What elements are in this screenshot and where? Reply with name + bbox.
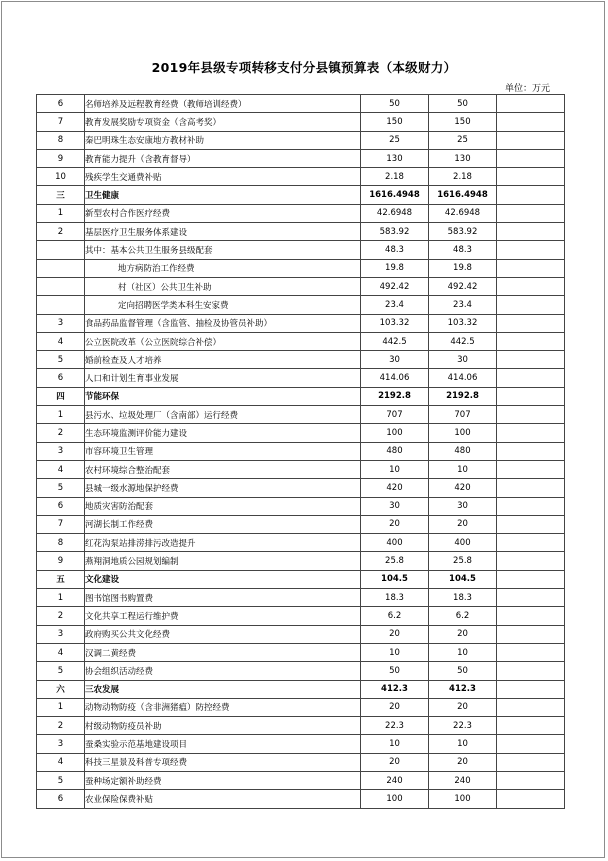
- extra-cell: [497, 753, 565, 771]
- table-row: [37, 497, 565, 515]
- amount-value: 20: [361, 753, 429, 771]
- amount-value: 492.42: [361, 277, 429, 295]
- page-title: 2019年县级专项转移支付分县镇预算表（本级财力）: [151, 60, 457, 75]
- amount-value: 1616.4948: [361, 186, 429, 204]
- extra-cell: [497, 241, 565, 259]
- item-name: 蚕种场定额补助经费: [85, 771, 361, 789]
- table-row: [37, 332, 565, 350]
- amount-value: 10: [361, 643, 429, 661]
- item-name: 河湖长制工作经费: [85, 515, 361, 533]
- amount-value-2: 22.3: [429, 717, 497, 735]
- item-name: 地质灾害防治配套: [85, 497, 361, 515]
- item-name: 食品药品监督管理（含监管、抽检及协管员补助）: [85, 314, 361, 332]
- amount-value: 10: [361, 460, 429, 478]
- table-row: [37, 515, 565, 533]
- amount-value-2: 100: [429, 790, 497, 808]
- category-row: [37, 570, 565, 588]
- extra-cell: [497, 406, 565, 424]
- row-number: 3: [37, 314, 85, 332]
- table-row: [37, 607, 565, 625]
- row-number: 三: [37, 186, 85, 204]
- item-name: 人口和计划生育事业发展: [85, 369, 361, 387]
- row-number: 1: [37, 204, 85, 222]
- row-number: 4: [37, 753, 85, 771]
- row-number: [37, 259, 85, 277]
- amount-value: 42.6948: [361, 204, 429, 222]
- table-row: [37, 552, 565, 570]
- extra-cell: [497, 735, 565, 753]
- table-row: [37, 351, 565, 369]
- table-row: [37, 717, 565, 735]
- table-row: [37, 369, 565, 387]
- table-row: [37, 771, 565, 789]
- row-number: 4: [37, 643, 85, 661]
- amount-value-2: 480: [429, 442, 497, 460]
- item-name: 县城一级水源地保护经费: [85, 479, 361, 497]
- amount-value-2: 6.2: [429, 607, 497, 625]
- amount-value-2: 48.3: [429, 241, 497, 259]
- table-row: [37, 296, 565, 314]
- row-number: 9: [37, 149, 85, 167]
- extra-cell: [497, 186, 565, 204]
- item-name: 图书馆图书购置费: [85, 589, 361, 607]
- amount-value: 100: [361, 790, 429, 808]
- budget-table: [36, 94, 565, 809]
- amount-value: 20: [361, 515, 429, 533]
- extra-cell: [497, 113, 565, 131]
- row-number: 5: [37, 771, 85, 789]
- amount-value: 6.2: [361, 607, 429, 625]
- amount-value: 2192.8: [361, 387, 429, 405]
- row-number: 6: [37, 790, 85, 808]
- item-name: 节能环保: [85, 387, 361, 405]
- amount-value-2: 130: [429, 149, 497, 167]
- row-number: 4: [37, 332, 85, 350]
- table-row: [37, 406, 565, 424]
- amount-value-2: 442.5: [429, 332, 497, 350]
- row-number: 6: [37, 369, 85, 387]
- table-row: [37, 534, 565, 552]
- item-name: 公立医院改革（公立医院综合补偿）: [85, 332, 361, 350]
- row-number: 8: [37, 131, 85, 149]
- extra-cell: [497, 332, 565, 350]
- item-name: 科技三星景及科普专项经费: [85, 753, 361, 771]
- amount-value-2: 10: [429, 643, 497, 661]
- amount-value-2: 30: [429, 351, 497, 369]
- table-row: [37, 698, 565, 716]
- table-row: [37, 479, 565, 497]
- amount-value-2: 492.42: [429, 277, 497, 295]
- extra-cell: [497, 552, 565, 570]
- extra-cell: [497, 95, 565, 113]
- extra-cell: [497, 607, 565, 625]
- extra-cell: [497, 698, 565, 716]
- extra-cell: [497, 296, 565, 314]
- amount-value-2: 25.8: [429, 552, 497, 570]
- extra-cell: [497, 534, 565, 552]
- table-row: [37, 241, 565, 259]
- amount-value-2: 103.32: [429, 314, 497, 332]
- item-name: 协会组织活动经费: [85, 662, 361, 680]
- table-row: [37, 424, 565, 442]
- category-row: [37, 680, 565, 698]
- amount-value: 240: [361, 771, 429, 789]
- row-number: 7: [37, 515, 85, 533]
- item-name: 教育能力提升（含教育督导）: [85, 149, 361, 167]
- item-name: 农村环境综合整治配套: [85, 460, 361, 478]
- extra-cell: [497, 223, 565, 241]
- row-number: 1: [37, 589, 85, 607]
- amount-value: 130: [361, 149, 429, 167]
- amount-value-2: 20: [429, 753, 497, 771]
- amount-value: 30: [361, 497, 429, 515]
- extra-cell: [497, 717, 565, 735]
- row-number: 2: [37, 424, 85, 442]
- amount-value: 583.92: [361, 223, 429, 241]
- amount-value: 20: [361, 698, 429, 716]
- row-number: 9: [37, 552, 85, 570]
- amount-value-2: 10: [429, 460, 497, 478]
- row-number: 六: [37, 680, 85, 698]
- table-row: [37, 753, 565, 771]
- amount-value-2: 20: [429, 698, 497, 716]
- item-name: 地方病防治工作经费: [85, 259, 361, 277]
- extra-cell: [497, 771, 565, 789]
- table-row: [37, 460, 565, 478]
- extra-cell: [497, 790, 565, 808]
- extra-cell: [497, 515, 565, 533]
- extra-cell: [497, 442, 565, 460]
- row-number: 2: [37, 607, 85, 625]
- amount-value: 20: [361, 625, 429, 643]
- amount-value-2: 42.6948: [429, 204, 497, 222]
- amount-value-2: 23.4: [429, 296, 497, 314]
- amount-value: 100: [361, 424, 429, 442]
- extra-cell: [497, 680, 565, 698]
- item-name: 动物动物防疫（含非洲猪瘟）防控经费: [85, 698, 361, 716]
- extra-cell: [497, 479, 565, 497]
- item-name: 残疾学生交通费补贴: [85, 168, 361, 186]
- table-row: [37, 204, 565, 222]
- amount-value-2: 412.3: [429, 680, 497, 698]
- item-name: 农业保险保费补贴: [85, 790, 361, 808]
- item-name: 汉调二黄经费: [85, 643, 361, 661]
- amount-value: 19.8: [361, 259, 429, 277]
- amount-value: 50: [361, 662, 429, 680]
- item-name: 其中：基本公共卫生服务县级配套: [85, 241, 361, 259]
- table-row: [37, 314, 565, 332]
- row-number: [37, 296, 85, 314]
- amount-value: 48.3: [361, 241, 429, 259]
- extra-cell: [497, 369, 565, 387]
- item-name: 卫生健康: [85, 186, 361, 204]
- extra-cell: [497, 259, 565, 277]
- item-name: 燕翔洞地质公园规划编制: [85, 552, 361, 570]
- extra-cell: [497, 168, 565, 186]
- extra-cell: [497, 460, 565, 478]
- unit-label: 单位：万元: [504, 84, 550, 94]
- row-number: 7: [37, 113, 85, 131]
- row-number: 4: [37, 460, 85, 478]
- amount-value-2: 100: [429, 424, 497, 442]
- amount-value: 480: [361, 442, 429, 460]
- amount-value-2: 104.5: [429, 570, 497, 588]
- row-number: 10: [37, 168, 85, 186]
- table-row: [37, 662, 565, 680]
- amount-value: 707: [361, 406, 429, 424]
- item-name: 基层医疗卫生服务体系建设: [85, 223, 361, 241]
- amount-value: 2.18: [361, 168, 429, 186]
- category-row: [37, 387, 565, 405]
- extra-cell: [497, 497, 565, 515]
- amount-value-2: 240: [429, 771, 497, 789]
- item-name: 秦巴明珠生态安康地方教材补助: [85, 131, 361, 149]
- item-name: 定向招聘医学类本科生安家费: [85, 296, 361, 314]
- extra-cell: [497, 204, 565, 222]
- amount-value: 412.3: [361, 680, 429, 698]
- amount-value: 25.8: [361, 552, 429, 570]
- row-number: 6: [37, 497, 85, 515]
- amount-value: 150: [361, 113, 429, 131]
- table-row: [37, 149, 565, 167]
- item-name: 蚕桑实验示范基地建设项目: [85, 735, 361, 753]
- extra-cell: [497, 662, 565, 680]
- amount-value-2: 50: [429, 95, 497, 113]
- extra-cell: [497, 625, 565, 643]
- extra-cell: [497, 149, 565, 167]
- amount-value: 414.06: [361, 369, 429, 387]
- amount-value: 50: [361, 95, 429, 113]
- item-name: 政府购买公共文化经费: [85, 625, 361, 643]
- amount-value-2: 10: [429, 735, 497, 753]
- amount-value-2: 420: [429, 479, 497, 497]
- amount-value: 10: [361, 735, 429, 753]
- row-number: 3: [37, 442, 85, 460]
- table-row: [37, 95, 565, 113]
- amount-value: 420: [361, 479, 429, 497]
- table-row: [37, 168, 565, 186]
- table-row: [37, 223, 565, 241]
- amount-value-2: 2.18: [429, 168, 497, 186]
- row-number: [37, 241, 85, 259]
- amount-value-2: 707: [429, 406, 497, 424]
- item-name: 名师培养及远程教育经费（教师培训经费）: [85, 95, 361, 113]
- row-number: 5: [37, 479, 85, 497]
- extra-cell: [497, 424, 565, 442]
- item-name: 教育发展奖励专项资金（含高考奖）: [85, 113, 361, 131]
- extra-cell: [497, 131, 565, 149]
- row-number: 四: [37, 387, 85, 405]
- row-number: 3: [37, 625, 85, 643]
- table-row: [37, 277, 565, 295]
- item-name: 红花沟泵站排涝排污改造提升: [85, 534, 361, 552]
- row-number: 1: [37, 406, 85, 424]
- extra-cell: [497, 643, 565, 661]
- table-row: [37, 790, 565, 808]
- extra-cell: [497, 589, 565, 607]
- amount-value-2: 2192.8: [429, 387, 497, 405]
- row-number: 3: [37, 735, 85, 753]
- item-name: 村（社区）公共卫生补助: [85, 277, 361, 295]
- row-number: [37, 277, 85, 295]
- row-number: 5: [37, 662, 85, 680]
- row-number: 五: [37, 570, 85, 588]
- amount-value-2: 583.92: [429, 223, 497, 241]
- item-name: 文化建设: [85, 570, 361, 588]
- row-number: 2: [37, 223, 85, 241]
- amount-value: 23.4: [361, 296, 429, 314]
- extra-cell: [497, 570, 565, 588]
- table-row: [37, 259, 565, 277]
- extra-cell: [497, 387, 565, 405]
- amount-value: 103.32: [361, 314, 429, 332]
- row-number: 8: [37, 534, 85, 552]
- item-name: 生态环境监测评价能力建设: [85, 424, 361, 442]
- item-name: 市容环境卫生管理: [85, 442, 361, 460]
- extra-cell: [497, 314, 565, 332]
- item-name: 婚前检查及人才培养: [85, 351, 361, 369]
- amount-value-2: 20: [429, 515, 497, 533]
- amount-value-2: 19.8: [429, 259, 497, 277]
- row-number: 1: [37, 698, 85, 716]
- amount-value-2: 50: [429, 662, 497, 680]
- table-row: [37, 113, 565, 131]
- row-number: 5: [37, 351, 85, 369]
- amount-value-2: 414.06: [429, 369, 497, 387]
- amount-value-2: 150: [429, 113, 497, 131]
- extra-cell: [497, 277, 565, 295]
- table-row: [37, 589, 565, 607]
- amount-value-2: 18.3: [429, 589, 497, 607]
- item-name: 新型农村合作医疗经费: [85, 204, 361, 222]
- amount-value-2: 400: [429, 534, 497, 552]
- item-name: 村级动物防疫员补助: [85, 717, 361, 735]
- amount-value: 25: [361, 131, 429, 149]
- amount-value: 104.5: [361, 570, 429, 588]
- table-row: [37, 131, 565, 149]
- table-row: [37, 735, 565, 753]
- amount-value-2: 20: [429, 625, 497, 643]
- table-row: [37, 625, 565, 643]
- amount-value: 442.5: [361, 332, 429, 350]
- amount-value: 22.3: [361, 717, 429, 735]
- amount-value-2: 25: [429, 131, 497, 149]
- category-row: [37, 186, 565, 204]
- amount-value: 18.3: [361, 589, 429, 607]
- table-row: [37, 442, 565, 460]
- amount-value-2: 30: [429, 497, 497, 515]
- amount-value: 30: [361, 351, 429, 369]
- table-row: [37, 643, 565, 661]
- row-number: 6: [37, 95, 85, 113]
- item-name: 文化共享工程运行维护费: [85, 607, 361, 625]
- item-name: 三农发展: [85, 680, 361, 698]
- row-number: 2: [37, 717, 85, 735]
- item-name: 县污水、垃圾处理厂（含南部）运行经费: [85, 406, 361, 424]
- extra-cell: [497, 351, 565, 369]
- amount-value-2: 1616.4948: [429, 186, 497, 204]
- amount-value: 400: [361, 534, 429, 552]
